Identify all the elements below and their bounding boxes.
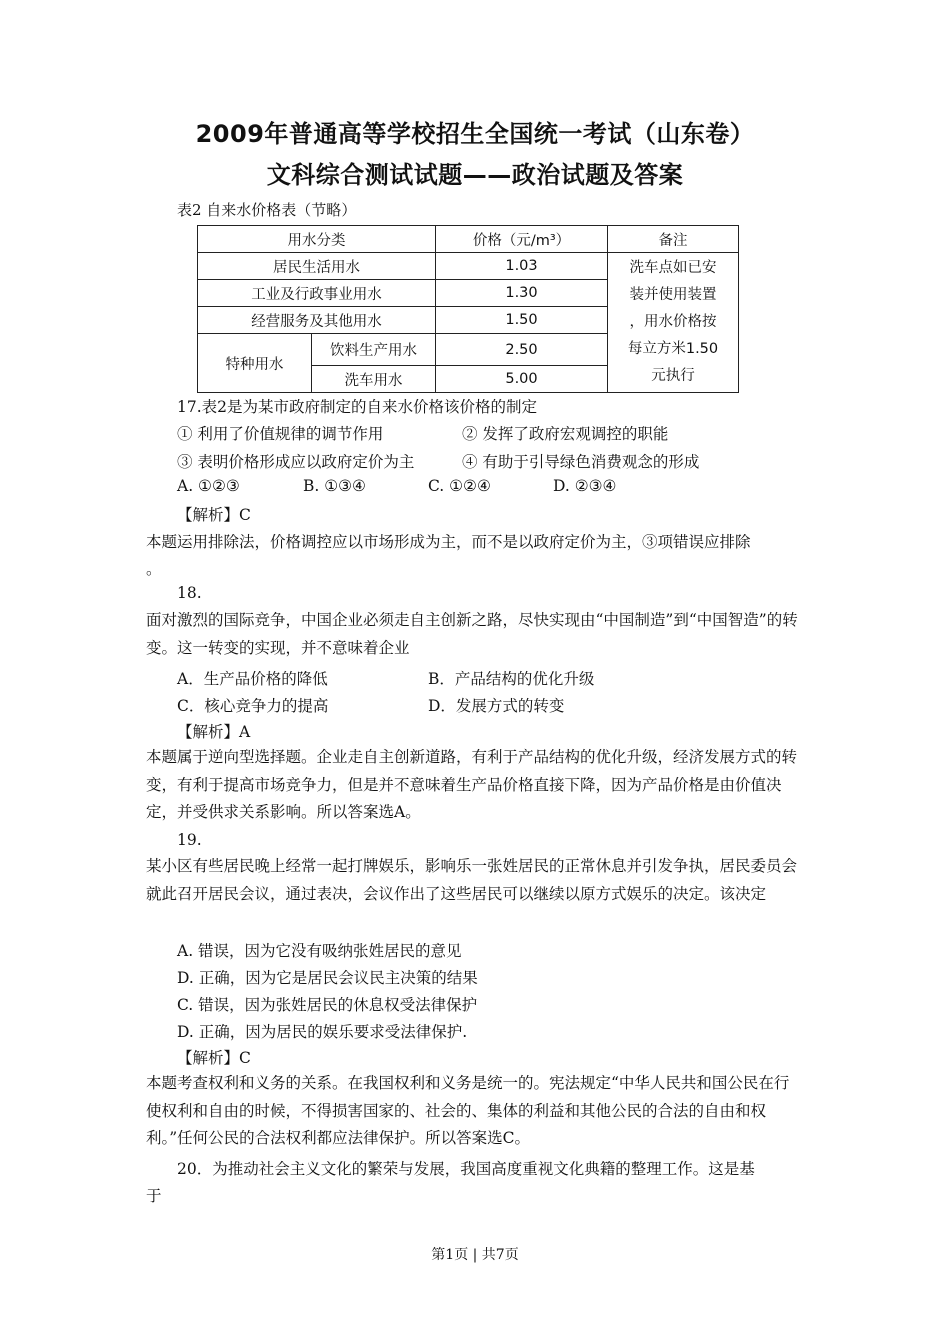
q17-choice: D. ②③④ (553, 477, 617, 495)
q20-stem-end: 于 (146, 1187, 162, 1205)
special-group-label: 特种用水 (198, 334, 312, 393)
q17-item: ④ 有助于引导绿色消费观念的形成 (462, 453, 700, 471)
note-line: 洗车点如已安 (629, 260, 717, 276)
q17-analysis: 本题运用排除法，价格调控应以市场形成为主，而不是以政府定价为主，③项错误应排除 (146, 533, 751, 551)
table-row (198, 253, 739, 280)
note-line: 装并使用装置 (629, 287, 717, 303)
row-price: 1.50 (436, 307, 608, 334)
row-price: 2.50 (436, 334, 608, 366)
row-category: 工业及行政事业用水 (198, 280, 436, 307)
q20-stem: 20．为推动社会主义文化的繁荣与发展，我国高度重视文化典籍的整理工作。这是基 (177, 1160, 755, 1178)
row-price: 1.30 (436, 280, 608, 307)
row-price: 5.00 (436, 366, 608, 393)
q17-answer: 【解析】C (177, 506, 251, 524)
row-category: 洗车用水 (312, 366, 436, 393)
q18-analysis: 本题属于逆向型选择题。企业走自主创新道路，有利于产品结构的优化升级，经济发展方式的转变，有利于提高市场竞争力，但是并不意味着生产品价格直接下降，因为产品价格是由价值决定，并受供求关系影响。所以答案选A。 (146, 748, 798, 821)
q17-stem: 17.表2是为某市政府制定的自来水价格该价格的制定 (177, 398, 538, 416)
row-category: 经营服务及其他用水 (198, 307, 436, 334)
exam-title-line-1: 2009年普通高等学校招生全国统一考试（山东卷） (195, 120, 755, 148)
q17-choice: A. ①②③ (177, 477, 240, 495)
q18-number: 18. (177, 584, 202, 602)
q18-choice: D．发展方式的转变 (428, 697, 565, 715)
note-line: 每立方米1.50 (627, 341, 719, 357)
header-category: 用水分类 (198, 226, 436, 253)
header-price: 价格（元/m³） (436, 226, 608, 253)
q17-analysis-end: 。 (146, 560, 162, 578)
table-note (608, 253, 739, 393)
q17-item: ② 发挥了政府宏观调控的职能 (462, 425, 669, 443)
q17-choice: B. ①③④ (303, 477, 366, 495)
q19-number: 19. (177, 831, 202, 849)
q19-answer: 【解析】C (177, 1049, 251, 1067)
page-footer: 第1页 | 共7页 (431, 1247, 519, 1263)
q18-answer: 【解析】A (177, 723, 251, 741)
q19-choice: D. 正确，因为它是居民会议民主决策的结果 (177, 969, 478, 987)
exam-title-line-2: 文科综合测试试题——政治试题及答案 (266, 161, 684, 189)
header-note: 备注 (608, 226, 739, 253)
q19-choice: D. 正确，因为居民的娱乐要求受法律保护. (177, 1023, 468, 1041)
q18-stem: 面对激烈的国际竞争，中国企业必须走自主创新之路，尽快实现由“中国制造”到“中国智造”的转变。这一转变的实现，并不意味着企业 (146, 611, 798, 657)
row-category: 饮料生产用水 (312, 334, 436, 366)
note-line: 元执行 (651, 368, 695, 384)
q19-analysis: 本题考查权利和义务的关系。在我国权利和义务是统一的。宪法规定“中华人民共和国公民在行使权利和自由的时候，不得损害国家的、社会的、集体的利益和其他公民的合法的自由和权利。”任何公民的合法权利都应法律保护。所以答案选C。 (146, 1074, 790, 1147)
q17-item: ③ 表明价格形成应以政府定价为主 (177, 453, 415, 471)
q17-item: ① 利用了价值规律的调节作用 (177, 425, 384, 443)
q19-stem: 某小区有些居民晚上经常一起打牌娱乐，影响乐一张姓居民的正常休息并引发争执，居民委员会就此召开居民会议，通过表决，会议作出了这些居民可以继续以原方式娱乐的决定。该决定 (146, 857, 798, 903)
q19-choice: C. 错误，因为张姓居民的休息权受法律保护 (177, 996, 478, 1014)
q18-choice: C．核心竞争力的提高 (177, 697, 329, 715)
q18-choice: B．产品结构的优化升级 (428, 670, 595, 688)
water-price-table (197, 225, 739, 393)
note-line: ，用水价格按 (629, 314, 717, 330)
table-caption: 表2 自来水价格表（节略） (177, 201, 357, 219)
q19-choice: A. 错误，因为它没有吸纳张姓居民的意见 (177, 942, 462, 960)
q17-choice: C. ①②④ (428, 477, 491, 495)
table-header-row (198, 226, 739, 253)
row-price: 1.03 (436, 253, 608, 280)
row-category: 居民生活用水 (198, 253, 436, 280)
q18-choice: A．生产品价格的降低 (177, 670, 328, 688)
